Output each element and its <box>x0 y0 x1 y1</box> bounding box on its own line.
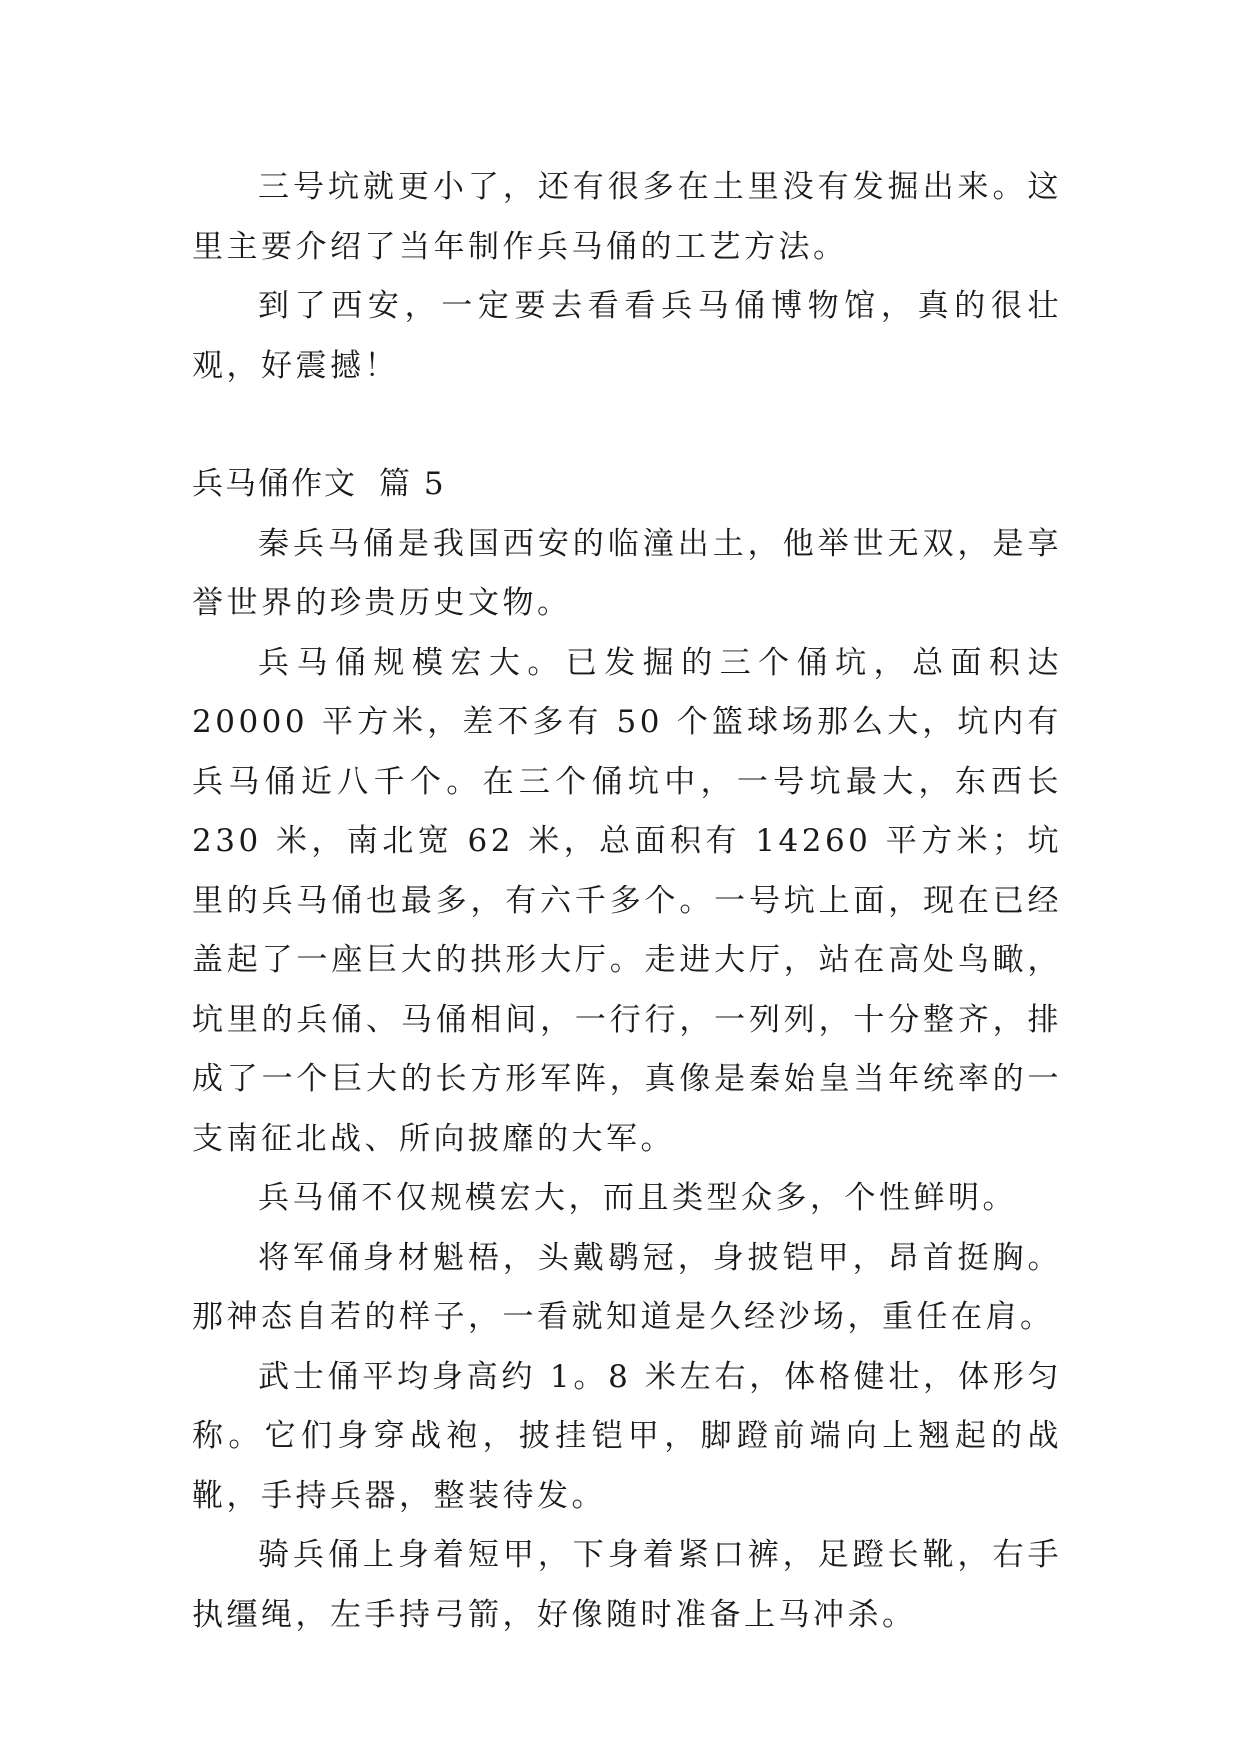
paragraph: 武士俑平均身高约 1。8 米左右，体格健壮，体形匀称。它们身穿战袍，披挂铠甲，脚蹬前端向上翘起的战靴，手持兵器，整装待发。 <box>192 1358 1062 1514</box>
paragraph: 骑兵俑上身着短甲，下身着紧口裤，足蹬长靴，右手执缰绳，左手持弓箭，好像随时准备上马冲杀。 <box>192 1537 1062 1633</box>
paragraph: 兵马俑规模宏大。已发掘的三个俑坑，总面积达 20000 平方米，差不多有 50 个篮球场那么大，坑内有兵马俑近八千个。在三个俑坑中，一号坑最大，东西长 230 米，南北宽 62 米，总面积有 14260 平方米；坑里的兵马俑也最多，有六千多个。一号坑上面，现在已经盖起了一座巨大的拱形大厅。走进大厅，站在高处鸟瞰，坑里的兵俑、马俑相间，一行行，一列列，十分整齐，排成了一个巨大的长方形军阵，真像是秦始皇当年统率的一支南征北战、所向披靡的大军。 <box>192 644 1062 1157</box>
heading-title: 兵马俑作文 <box>192 466 357 502</box>
paragraph: 秦兵马俑是我国西安的临潼出土，他举世无双，是享誉世界的珍贵历史文物。 <box>192 525 1062 621</box>
paragraph: 到了西安，一定要去看看兵马俑博物馆，真的很壮观，好震撼！ <box>192 288 1062 384</box>
paragraph: 将军俑身材魁梧，头戴鹖冠，身披铠甲，昂首挺胸。那神态自若的样子，一看就知道是久经沙场，重任在肩。 <box>192 1239 1062 1335</box>
paragraph: 兵马俑不仅规模宏大，而且类型众多，个性鲜明。 <box>258 1180 1017 1216</box>
paragraph: 三号坑就更小了，还有很多在土里没有发掘出来。这里主要介绍了当年制作兵马俑的工艺方法。 <box>192 169 1062 265</box>
heading-number: 篇 5 <box>379 466 446 502</box>
document-page <box>192 158 1062 1645</box>
section-heading <box>192 455 1062 515</box>
